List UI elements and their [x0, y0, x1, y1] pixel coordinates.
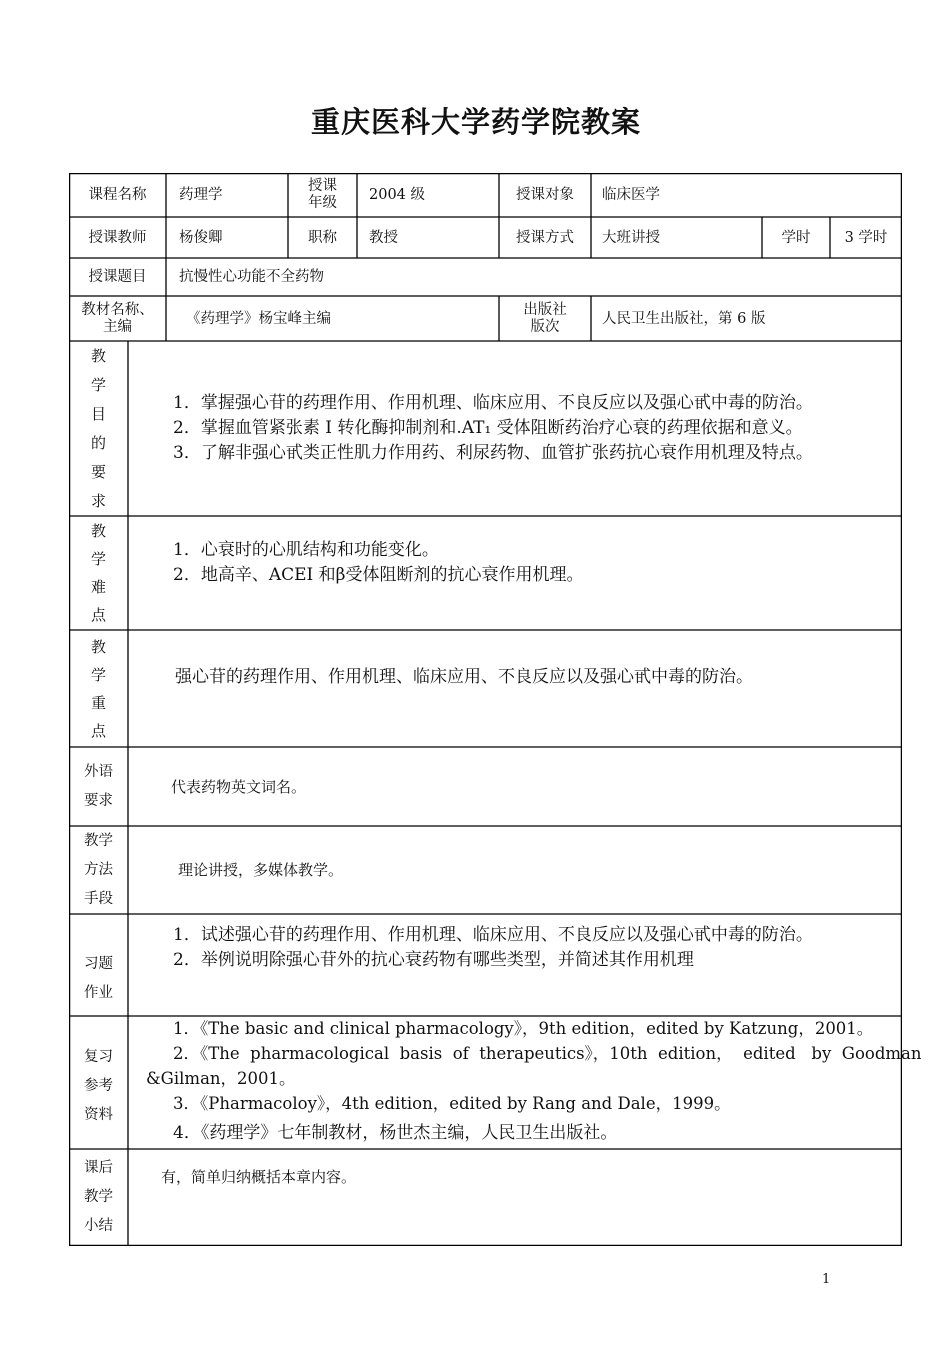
references-line-3: &Gilman，2001。: [146, 1069, 296, 1088]
textbook-value: 《药理学》杨宝峰主编: [186, 310, 331, 327]
audience-value: 临床医学: [602, 187, 660, 203]
topic-label: 授课题目: [88, 269, 147, 285]
references-line-5: 4．《药理学》七年制教材，杨世杰主编，人民卫生出版社。: [173, 1123, 618, 1143]
summary-content: 有，简单归纳概括本章内容。: [161, 1168, 357, 1186]
rank-value: 教授: [369, 229, 398, 246]
references-label: 复习 参考 资料: [84, 1049, 113, 1123]
lesson-plan-table: [69, 173, 922, 1246]
homework-label: 习题 作业: [84, 956, 113, 1001]
homework-item: 1．试述强心苷的药理作用、作用机理、临床应用、不良反应以及强心甙中毒的防治。: [173, 925, 813, 945]
difficulties-label: 教 学 难 点: [90, 522, 106, 624]
publisher-label: 出版社 版次: [523, 301, 567, 335]
homework-item: 2．举例说明除强心苷外的抗心衰药物有哪些类型，并简述其作用机理: [173, 950, 694, 970]
textbook-label: 教材名称、 主编: [81, 301, 154, 335]
publisher-value: 人民卫生出版社，第 6 版: [602, 310, 766, 327]
teacher-label: 授课教师: [88, 229, 147, 246]
topic-value: 抗慢性心功能不全药物: [179, 269, 324, 285]
course-name-label: 课程名称: [88, 187, 147, 203]
audience-label: 授课对象: [516, 187, 574, 203]
rank-label: 职称: [308, 229, 337, 246]
teaching-methods-label: 教学 方法 手段: [84, 832, 113, 907]
summary-label: 课后 教学 小结: [84, 1160, 113, 1234]
difficulty-item: 2．地高辛、ACEI 和β受体阻断剂的抗心衰作用机理。: [173, 565, 584, 585]
language-content: 代表药物英文词名。: [171, 777, 307, 796]
page-number: 1: [822, 1272, 831, 1287]
grade-label: 授课 年级: [308, 178, 337, 211]
teaching-methods-content: 理论讲授，多媒体教学。: [178, 861, 344, 879]
goal-item: 2．掌握血管紧张素 I 转化酶抑制剂和.AT₁ 受体阻断药治疗心衰的药理依据和意义。: [173, 418, 803, 438]
language-label: 外语 要求: [84, 763, 113, 809]
key-points-content: [175, 665, 753, 690]
method-value: 大班讲授: [602, 229, 660, 246]
page-title: 重庆医科大学药学院教案: [310, 105, 641, 139]
key-points-text: 强心苷的药理作用、作用机理、临床应用、不良反应以及强心甙中毒的防治。: [175, 667, 753, 687]
references-line-1: 1．《The basic and clinical pharmacology》，9th edition，edited by Katzung，2001。: [173, 1019, 874, 1038]
key-points-label: 教 学 重 点: [90, 637, 106, 740]
method-label: 授课方式: [516, 229, 574, 246]
grade-value: 2004 级: [369, 187, 426, 203]
hours-label: 学时: [781, 229, 811, 246]
homework-content: [173, 923, 813, 973]
goal-item: 3．了解非强心甙类正性肌力作用药、利尿药物、血管扩张药抗心衰作用机理及特点。: [173, 443, 813, 463]
goals-content: [173, 391, 813, 466]
references-line-2: 2．《The pharmacological basis of therapeutics》，10th edition， edited by Goodman: [173, 1044, 922, 1063]
teacher-value: 杨俊卿: [179, 229, 223, 246]
hours-value: 3 学时: [844, 229, 888, 246]
references-line-4: 3．《Pharmacoloy》，4th edition，edited by Rang and Dale，1999。: [173, 1094, 731, 1113]
difficulty-item: 1．心衰时的心肌结构和功能变化。: [173, 540, 439, 560]
goal-item: 1．掌握强心苷的药理作用、作用机理、临床应用、不良反应以及强心甙中毒的防治。: [173, 393, 813, 413]
course-name-value: 药理学: [179, 187, 223, 203]
goals-label: 教 学 目 的 要 求: [90, 346, 106, 510]
difficulties-content: [173, 538, 583, 588]
